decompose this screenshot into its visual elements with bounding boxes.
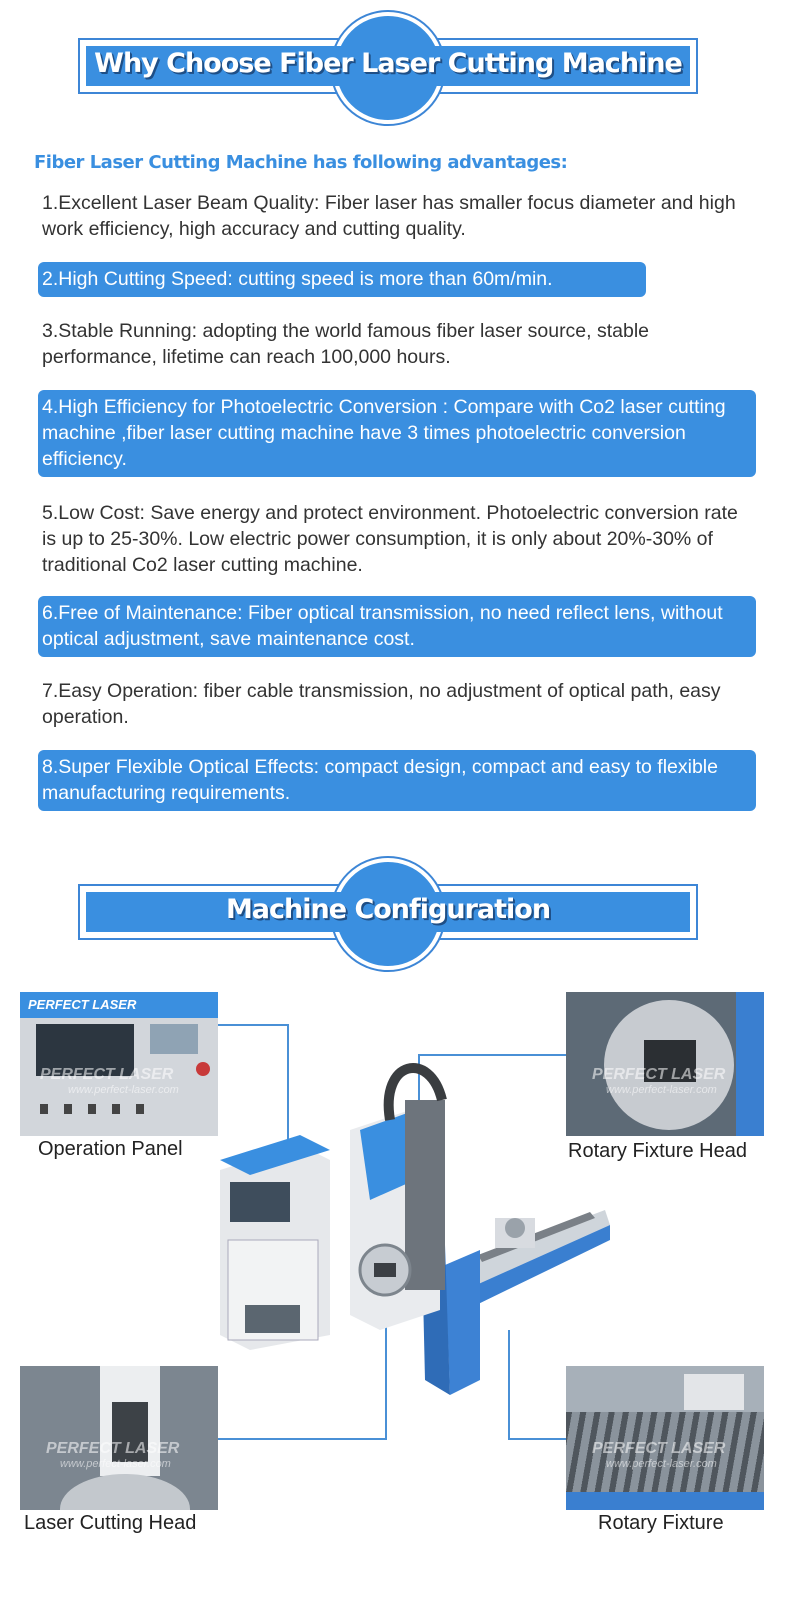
fixture-block <box>684 1374 744 1410</box>
watermark-logo: PERFECT LASER <box>592 1066 726 1083</box>
advantage-item-2: 2.High Cutting Speed: cutting speed is more than 60m/min. <box>38 262 646 297</box>
connector-line <box>218 1024 288 1026</box>
tube-workpiece <box>60 1474 190 1510</box>
watermark-website: www.perfect-laser.com <box>60 1458 171 1470</box>
brand-logo: PERFECT LASER <box>28 997 137 1012</box>
advantage-item-3: 3.Stable Running: adopting the world famous fiber laser source, stable performance, lifetime can reach 100,000 hours. <box>42 320 650 368</box>
advantage-item-7: 7.Easy Operation: fiber cable transmission, no adjustment of optical path, easy operation. <box>42 680 721 728</box>
fiber-laser-machine-image <box>210 1050 610 1396</box>
advantages-subheading: Fiber Laser Cutting Machine has following advantages: <box>34 152 568 173</box>
rotary-fixture-head-photo <box>566 992 764 1136</box>
caption-rotary-fixture-head: Rotary Fixture Head <box>568 1140 747 1162</box>
connector-line <box>218 1438 386 1440</box>
panel-keypad <box>150 1024 198 1054</box>
operation-panel-photo <box>20 992 218 1136</box>
frame-blue <box>566 1492 764 1510</box>
caption-operation-panel: Operation Panel <box>38 1138 183 1160</box>
advantage-item-1: 1.Excellent Laser Beam Quality: Fiber laser has smaller focus diameter and high work efficiency, high accuracy and cutting quality. <box>42 192 736 240</box>
watermark-website: www.perfect-laser.com <box>606 1458 717 1470</box>
frame-blue <box>736 992 764 1136</box>
panel-buttons <box>40 1104 150 1114</box>
section-title: Machine Configuration <box>225 894 551 925</box>
caption-rotary-fixture: Rotary Fixture <box>598 1512 724 1534</box>
emergency-stop-icon <box>196 1062 210 1076</box>
advantage-item-6: 6.Free of Maintenance: Fiber optical transmission, no need reflect lens, without optical adjustment, save maintenance cost. <box>38 596 756 657</box>
watermark-logo: PERFECT LASER <box>592 1440 726 1457</box>
caption-laser-cutting-head: Laser Cutting Head <box>24 1512 197 1534</box>
advantage-item-5: 5.Low Cost: Save energy and protect environment. Photoelectric conversion rate is up to 25-30%. Low electric power consumption, it is only about 20%-30% of traditional Co2 laser cutting machine. <box>42 502 738 576</box>
rotary-fixture-photo <box>566 1366 764 1510</box>
watermark-website: www.perfect-laser.com <box>68 1084 179 1096</box>
section-title: Why Choose Fiber Laser Cutting Machine <box>94 48 682 79</box>
laser-cutting-head-photo <box>20 1366 218 1510</box>
watermark-logo: PERFECT LASER <box>46 1440 180 1457</box>
watermark-website: www.perfect-laser.com <box>606 1084 717 1096</box>
section-banner-machine-configuration <box>78 884 698 940</box>
connector-line <box>508 1438 566 1440</box>
advantage-item-4: 4.High Efficiency for Photoelectric Conversion : Compare with Co2 laser cutting machine ,fiber laser cutting machine have 3 times photoelectric conversion efficiency. <box>38 390 756 477</box>
advantage-item-8: 8.Super Flexible Optical Effects: compact design, compact and easy to flexible manufacturing requirements. <box>38 750 756 811</box>
watermark-logo: PERFECT LASER <box>40 1066 174 1083</box>
section-banner-why-choose <box>78 38 698 94</box>
